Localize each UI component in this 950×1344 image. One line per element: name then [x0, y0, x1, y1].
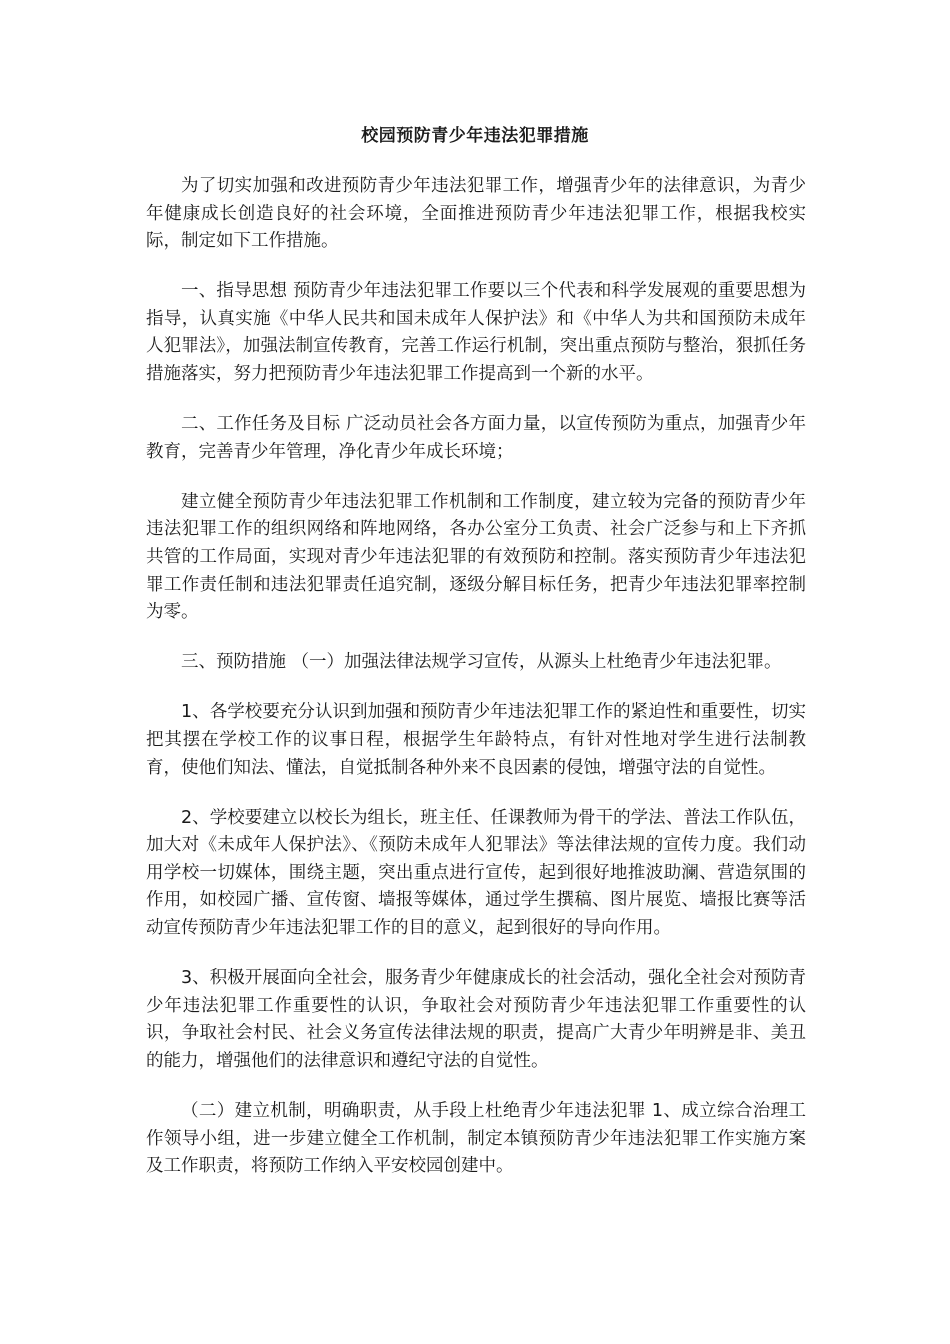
paragraph-item-3: 3、积极开展面向全社会，服务青少年健康成长的社会活动，强化全社会对预防青少年违法犯罪工作重要性的认识，争取社会对预防青少年违法犯罪工作重要性的认识，争取社会村民、社会义务宣传法律法规的职责，提高广大青少年明辨是非、美丑的能力，增强他们的法律意识和遵纪守法的自觉性。	[146, 968, 806, 1071]
paragraph-intro: 为了切实加强和改进预防青少年违法犯罪工作，增强青少年的法律意识，为青少年健康成长创造良好的社会环境，全面推进预防青少年违法犯罪工作，根据我校实际，制定如下工作措施。	[146, 176, 806, 252]
paragraph-measures: 三、预防措施 （一）加强法律法规学习宣传，从源头上杜绝青少年违法犯罪。	[181, 652, 782, 673]
document-body	[146, 173, 806, 1203]
paragraph-tasks-goals: 二、工作任务及目标 广泛动员社会各方面力量，以宣传预防为重点，加强青少年教育，完善青少年管理，净化青少年成长环境；	[146, 414, 806, 462]
paragraph-item-1: 1、各学校要充分认识到加强和预防青少年违法犯罪工作的紧迫性和重要性，切实把其摆在学校工作的议事日程，根据学生年龄特点，有针对性地对学生进行法制教育，使他们知法、懂法，自觉抵制各种外来不良因素的侵蚀，增强守法的自觉性。	[146, 702, 806, 778]
document-title: 校园预防青少年违法犯罪措施	[361, 126, 589, 146]
paragraph-section-2: （二）建立机制，明确职责，从手段上杜绝青少年违法犯罪 1、成立综合治理工作领导小组，进一步建立健全工作机制，制定本镇预防青少年违法犯罪工作实施方案及工作职责，将预防工作纳入平安校园创建中。	[146, 1101, 806, 1177]
paragraph-mechanism: 建立健全预防青少年违法犯罪工作机制和工作制度，建立较为完备的预防青少年违法犯罪工作的组织网络和阵地网络，各办公室分工负责、社会广泛参与和上下齐抓共管的工作局面，实现对青少年违法犯罪的有效预防和控制。落实预防青少年违法犯罪工作责任制和违法犯罪责任追究制，逐级分解目标任务，把青少年违法犯罪率控制为零。	[146, 491, 806, 623]
paragraph-guiding-ideology: 一、指导思想 预防青少年违法犯罪工作要以三个代表和科学发展观的重要思想为指导，认真实施《中华人民共和国未成年人保护法》和《中华人为共和国预防未成年人犯罪法》，加强法制宣传教育，完善工作运行机制，突出重点预防与整治，狠抓任务措施落实，努力把预防青少年违法犯罪工作提高到一个新的水平。	[146, 281, 806, 385]
paragraph-item-2: 2、学校要建立以校长为组长，班主任、任课教师为骨干的学法、普法工作队伍，加大对《未成年人保护法》、《预防未成年人犯罪法》等法律法规的宣传力度。我们动用学校一切媒体，围绕主题，突出重点进行宣传，起到很好地推波助澜、营造氛围的作用，如校园广播、宣传窗、墙报等媒体，通过学生撰稿、图片展览、墙报比赛等活动宣传预防青少年违法犯罪工作的目的意义，起到很好的导向作用。	[146, 807, 806, 939]
